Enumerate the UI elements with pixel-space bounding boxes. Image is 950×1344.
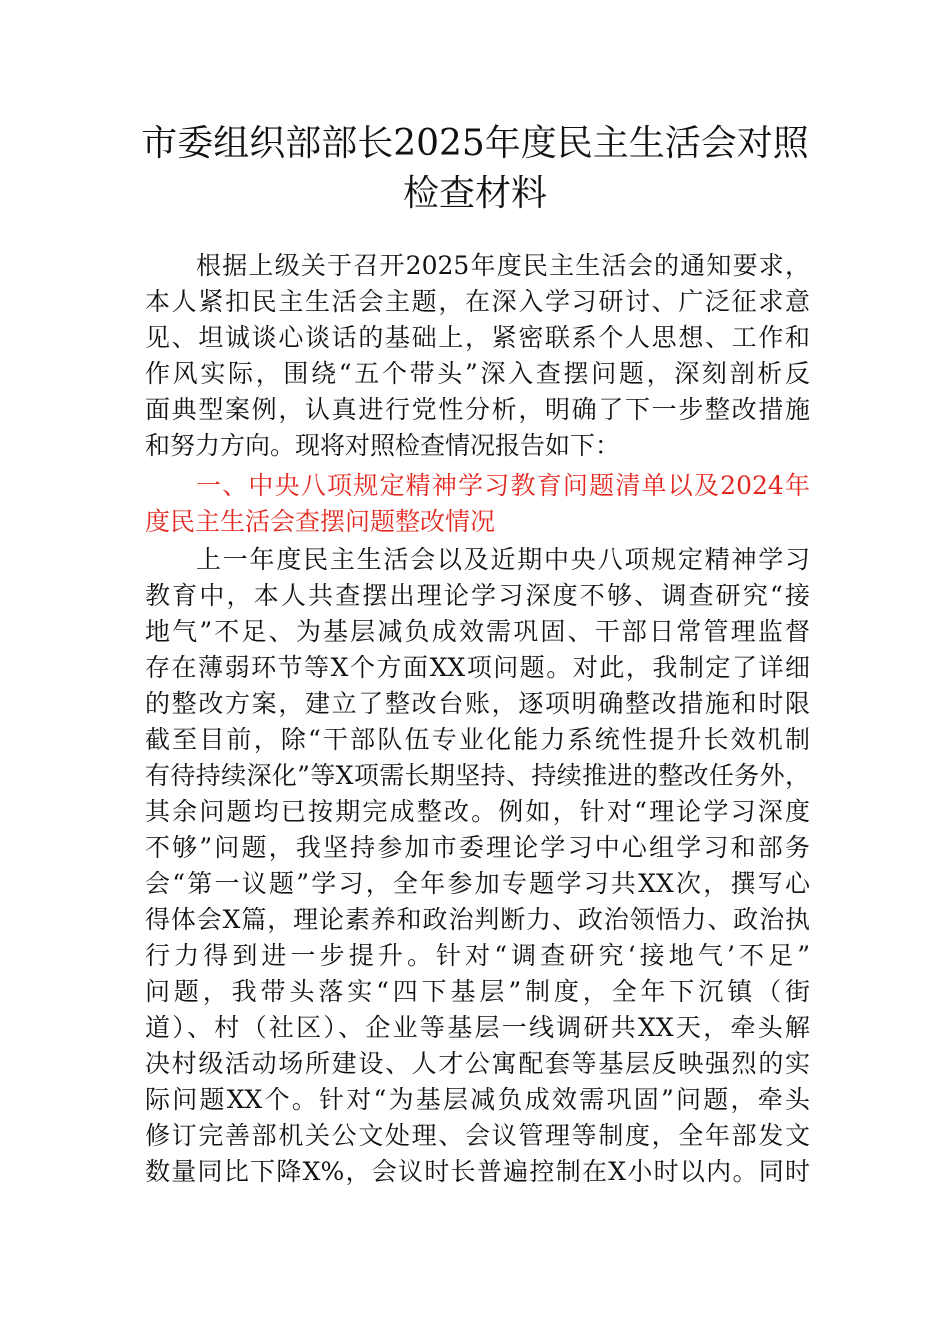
body-paragraph-line: 的整改方案，建立了整改台账，逐项明确整改措施和时限 (145, 689, 810, 718)
body-paragraph-line: 得体会X篇，理论素养和政治判断力、政治领悟力、政治执 (145, 905, 810, 934)
intro-paragraph-line: 面典型案例，认真进行党性分析，明确了下一步整改措施 (145, 395, 810, 424)
body-paragraph-line: 决村级活动场所建设、人才公寓配套等基层反映强烈的实 (145, 1049, 810, 1078)
body-paragraph-line: 截至目前，除“干部队伍专业化能力系统性提升长效机制 (145, 725, 810, 754)
body-paragraph-line: 修订完善部机关公文处理、会议管理等制度，全年部发文 (145, 1121, 810, 1150)
body-paragraph-line: 会“第一议题”学习，全年参加专题学习共XX次，撰写心 (145, 869, 810, 898)
body-paragraph-line: 际问题XX个。针对“为基层减负成效需巩固”问题，牵头 (145, 1085, 810, 1114)
body-paragraph-line: 其余问题均已按期完成整改。例如，针对“理论学习深度 (145, 797, 810, 826)
body-paragraph-line: 不够”问题，我坚持参加市委理论学习中心组学习和部务 (145, 833, 810, 862)
body-paragraph-line: 有待持续深化”等X项需长期坚持、持续推进的整改任务外， (145, 761, 810, 790)
document-title-line-1: 市委组织部部长2025年度民主生活会对照 (141, 123, 809, 164)
intro-paragraph-line: 见、坦诚谈心谈话的基础上，紧密联系个人思想、工作和 (145, 323, 810, 352)
body-paragraph-line: 行力得到进一步提升。针对“调查研究‘接地气’不足” (145, 941, 810, 970)
body-paragraph-line: 数量同比下降X%，会议时长普遍控制在X小时以内。同时 (145, 1157, 810, 1186)
document-title-line-2: 检查材料 (402, 173, 547, 214)
body-paragraph-line: 道）、村（社区）、企业等基层一线调研共XX天，牵头解 (145, 1013, 810, 1042)
intro-paragraph-line: 根据上级关于召开2025年度民主生活会的通知要求， (196, 251, 810, 280)
body-paragraph-line: 存在薄弱环节等X个方面XX项问题。对此，我制定了详细 (145, 653, 810, 682)
section-heading-line: 度民主生活会查摆问题整改情况 (145, 507, 496, 536)
body-paragraph-line: 上一年度民主生活会以及近期中央八项规定精神学习 (196, 545, 810, 574)
intro-paragraph-line: 和努力方向。现将对照检查情况报告如下： (145, 431, 621, 460)
body-paragraph-line: 问题，我带头落实“四下基层”制度，全年下沉镇（街 (145, 977, 810, 1006)
intro-paragraph-line: 本人紧扣民主生活会主题，在深入学习研讨、广泛征求意 (145, 287, 810, 316)
intro-paragraph-line: 作风实际，围绕“五个带头”深入查摆问题，深刻剖析反 (145, 359, 810, 388)
section-heading-line: 一、中央八项规定精神学习教育问题清单以及2024年 (196, 471, 810, 500)
body-paragraph-line: 地气”不足、为基层减负成效需巩固、干部日常管理监督 (145, 617, 810, 646)
body-paragraph-line: 教育中，本人共查摆出理论学习深度不够、调查研究“接 (145, 581, 810, 610)
